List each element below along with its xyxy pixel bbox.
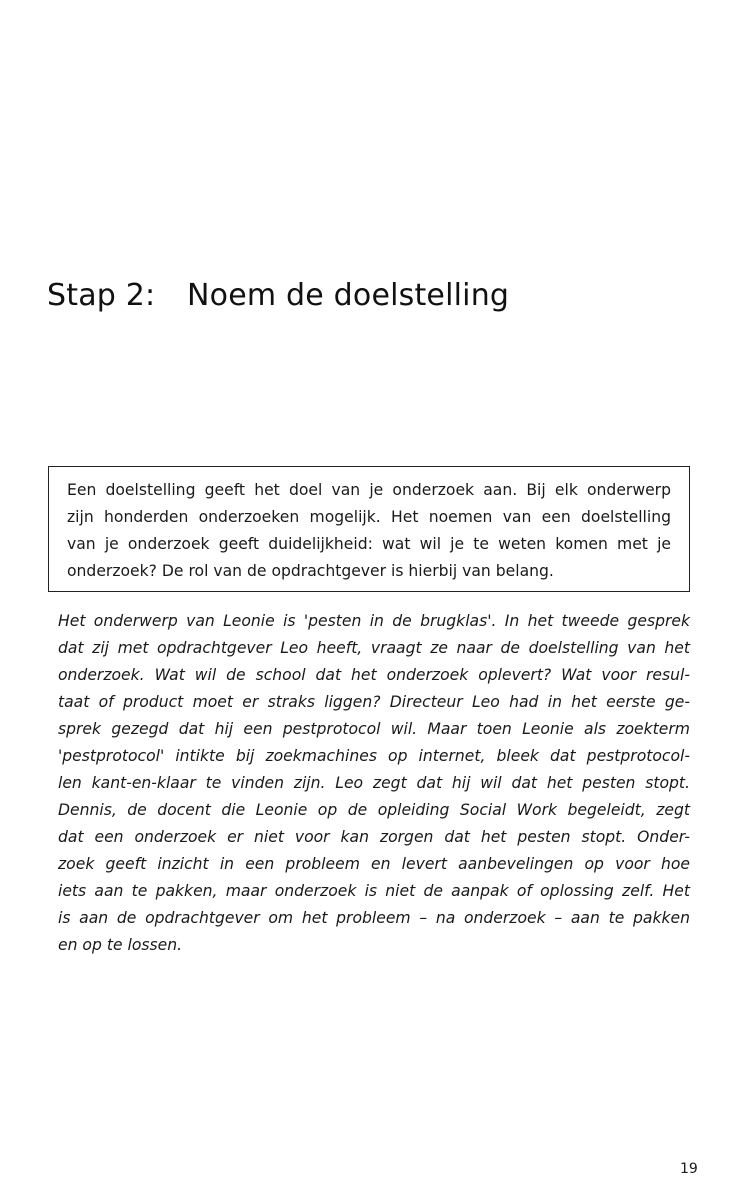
example-line: Het onderwerp van Leonie is 'pesten in de brugklas'. In het tweede gesprek bbox=[58, 612, 690, 630]
page-number: 19 bbox=[680, 1161, 698, 1177]
definition-line: zijn honderden onderzoeken mogelijk. Het noemen van een doelstelling bbox=[67, 508, 671, 526]
definition-box bbox=[48, 466, 690, 592]
example-line: en op te lossen. bbox=[58, 936, 183, 954]
example-line: iets aan te pakken, maar onderzoek is niet de aanpak of oplossing zelf. Het bbox=[58, 882, 690, 900]
definition-line: onderzoek? De rol van de opdrachtgever is hierbij van belang. bbox=[67, 562, 554, 580]
example-line: zoek geeft inzicht in een probleem en levert aanbevelingen op voor hoe bbox=[58, 855, 690, 873]
definition-line: van je onderzoek geeft duidelijkheid: wat wil je te weten komen met je bbox=[67, 535, 671, 553]
example-line: 'pestprotocol' intikte bij zoekmachines op internet, bleek dat pestprotocol- bbox=[58, 747, 690, 765]
example-line: is aan de opdrachtgever om het probleem – na onderzoek – aan te pakken bbox=[58, 909, 690, 927]
example-paragraph bbox=[58, 608, 690, 959]
example-line: onderzoek. Wat wil de school dat het onderzoek oplevert? Wat voor resul- bbox=[58, 666, 690, 684]
example-line: dat een onderzoek er niet voor kan zorgen dat het pesten stopt. Onder- bbox=[58, 828, 690, 846]
example-line: taat of product moet er straks liggen? Directeur Leo had in het eerste ge- bbox=[58, 693, 690, 711]
section-title: Noem de doelstelling bbox=[187, 278, 510, 313]
example-line: sprek gezegd dat hij een pestprotocol wil. Maar toen Leonie als zoekterm bbox=[58, 720, 690, 738]
example-line: len kant-en-klaar te vinden zijn. Leo zegt dat hij wil dat het pesten stopt. bbox=[58, 774, 690, 792]
definition-line: Een doelstelling geeft het doel van je onderzoek aan. Bij elk onderwerp bbox=[67, 481, 671, 499]
step-label: Stap 2: bbox=[47, 278, 156, 313]
section-heading bbox=[47, 278, 509, 313]
example-line: Dennis, de docent die Leonie op de opleiding Social Work begeleidt, zegt bbox=[58, 801, 690, 819]
example-line: dat zij met opdrachtgever Leo heeft, vraagt ze naar de doelstelling van het bbox=[58, 639, 690, 657]
